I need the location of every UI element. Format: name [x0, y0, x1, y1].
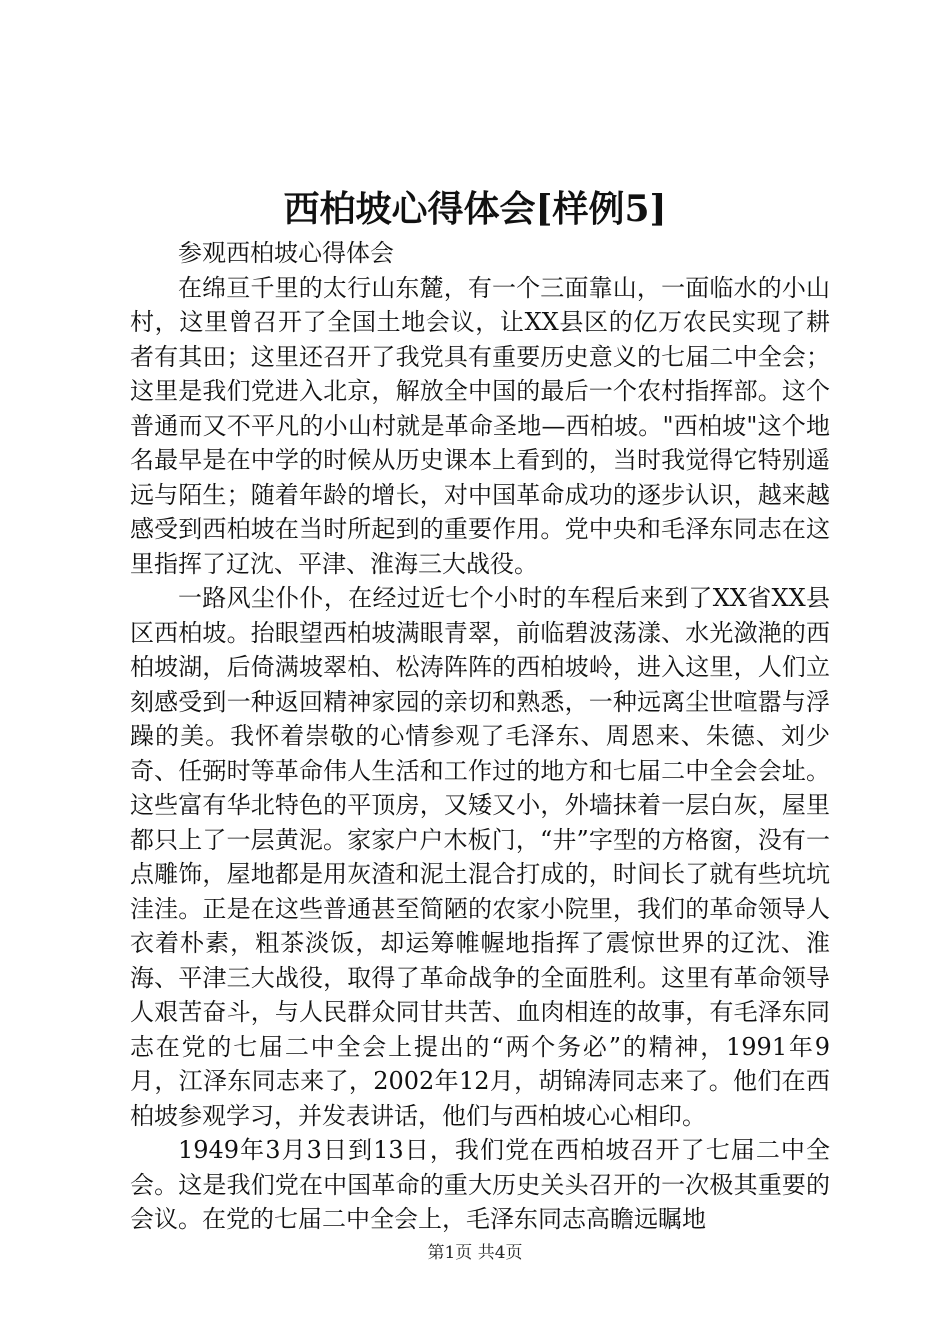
paragraph-2: 一路风尘仆仆，在经过近七个小时的车程后来到了XX省XX县区西柏坡。抬眼望西柏坡满眼青翠，前临碧波荡漾、水光潋滟的西柏坡湖，后倚满坡翠柏、松涛阵阵的西柏坡岭，进入这里，人们立刻感受到一种返回精神家园的亲切和熟悉，一种远离尘世喧嚣与浮躁的美。我怀着崇敬的心情参观了毛泽东、周恩来、朱德、刘少奇、任弼时等革命伟人生活和工作过的地方和七届二中全会会址。这些富有华北特色的平顶房，又矮又小，外墙抹着一层白灰，屋里都只上了一层黄泥。家家户户木板门，“井”字型的方格窗，没有一点雕饰，屋地都是用灰渣和泥土混合打成的，时间长了就有些坑坑洼洼。正是在这些普通甚至简陋的农家小院里，我们的革命领导人衣着朴素，粗茶淡饭，却运筹帷幄地指挥了震惊世界的辽沈、淮海、平津三大战役，取得了革命战争的全面胜利。这里有革命领导人艰苦奋斗，与人民群众同甘共苦、血肉相连的故事，有毛泽东同志在党的七届二中全会上提出的“两个务必”的精神，1991年9月，江泽东同志来了，2002年12月，胡锦涛同志来了。他们在西柏坡参观学习，并发表讲话，他们与西柏坡心心相印。: [130, 584, 830, 1130]
document-subtitle: 参观西柏坡心得体会: [178, 239, 394, 267]
page-number-footer: 第1页 共4页: [427, 1243, 523, 1263]
paragraph-1: 在绵亘千里的太行山东麓，有一个三面靠山，一面临水的小山村，这里曾召开了全国土地会议，让XX县区的亿万农民实现了耕者有其田；这里还召开了我党具有重要历史意义的七届二中全会；这里是我们党进入北京，解放全中国的最后一个农村指挥部。这个普通而又不平凡的小山村就是革命圣地—西柏坡。"西柏坡"这个地名最早是在中学的时候从历史课本上看到的，当时我觉得它特别遥远与陌生；随着年龄的增长，对中国革命成功的逐步认识，越来越感受到西柏坡在当时所起到的重要作用。党中央和毛泽东同志在这里指挥了辽沈、平津、淮海三大战役。: [130, 273, 830, 578]
document-title: 西柏坡心得体会[样例5]: [283, 188, 667, 230]
document-body: [130, 236, 830, 1237]
paragraph-3: 1949年3月3日到13日，我们党在西柏坡召开了七届二中全会。这是我们党在中国革命的重大历史关头召开的一次极其重要的会议。在党的七届二中全会上，毛泽东同志高瞻远瞩地: [130, 1136, 830, 1233]
